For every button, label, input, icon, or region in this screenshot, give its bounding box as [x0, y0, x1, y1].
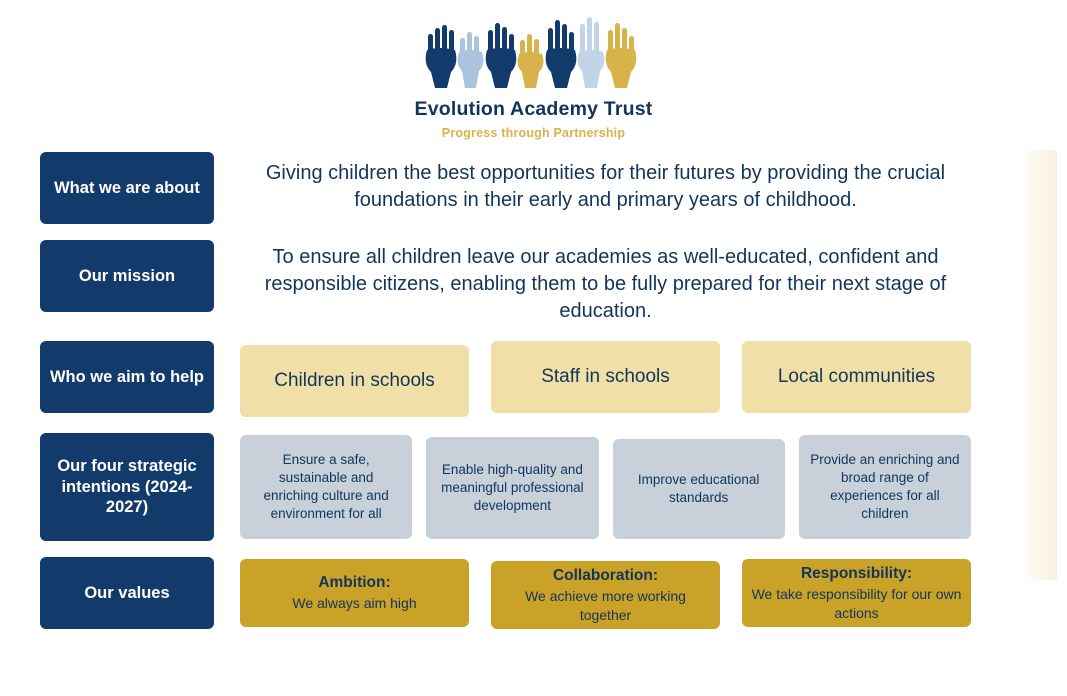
row-about: [0, 152, 1067, 224]
mission-statement: To ensure all children leave our academies as well-educated, confident and responsible citizens, enabling them to be fully prepared for their next stage of education.: [264, 246, 947, 322]
row-aim: [0, 341, 1067, 417]
value-description: We achieve more working together: [525, 588, 686, 623]
label-what-we-are-about: What we are about: [40, 152, 214, 224]
intention-card: Ensure a safe, sustainable and enriching culture and environment for all: [240, 435, 412, 539]
mission-content: [214, 240, 1067, 325]
value-card: [742, 559, 971, 627]
aim-card: Staff in schools: [491, 341, 720, 413]
intention-card: Improve educational standards: [613, 439, 785, 539]
value-description: We always aim high: [292, 595, 417, 612]
row-values: [0, 557, 1067, 629]
label-who-we-aim-to-help: Who we aim to help: [40, 341, 214, 413]
about-content: [214, 152, 1067, 214]
content-rows: [0, 152, 1067, 645]
value-description: We take responsibility for our own actions: [751, 586, 962, 621]
hands-logo-icon: [414, 14, 654, 92]
label-our-values: Our values: [40, 557, 214, 629]
label-our-mission: Our mission: [40, 240, 214, 312]
intentions-content: [214, 433, 1067, 539]
trust-tagline: Progress through Partnership: [441, 126, 626, 140]
aim-card: Local communities: [742, 341, 971, 413]
label-strategic-intentions: Our four strategic intentions (2024-2027): [40, 433, 214, 541]
row-mission: [0, 240, 1067, 325]
intention-card: Enable high-quality and meaningful professional development: [426, 437, 598, 539]
trust-logo-block: [0, 14, 1067, 140]
value-title: Responsibility:: [800, 565, 913, 583]
aim-card-group: [240, 341, 971, 417]
about-statement: Giving children the best opportunities for their futures by providing the crucial foundations in their early and primary years of childhood.: [265, 162, 946, 211]
value-card: [491, 561, 720, 629]
row-intentions: [0, 433, 1067, 541]
values-card-group: [240, 557, 971, 629]
trust-name: Evolution Academy Trust: [414, 98, 653, 120]
intention-card: Provide an enriching and broad range of experiences for all children: [799, 435, 971, 539]
aim-card: Children in schools: [240, 345, 469, 417]
value-title: Collaboration:: [552, 567, 659, 585]
value-card: [240, 559, 469, 627]
values-content: [214, 557, 1067, 629]
aim-content: [214, 341, 1067, 417]
intentions-card-group: [240, 433, 971, 539]
value-title: Ambition:: [318, 574, 391, 592]
